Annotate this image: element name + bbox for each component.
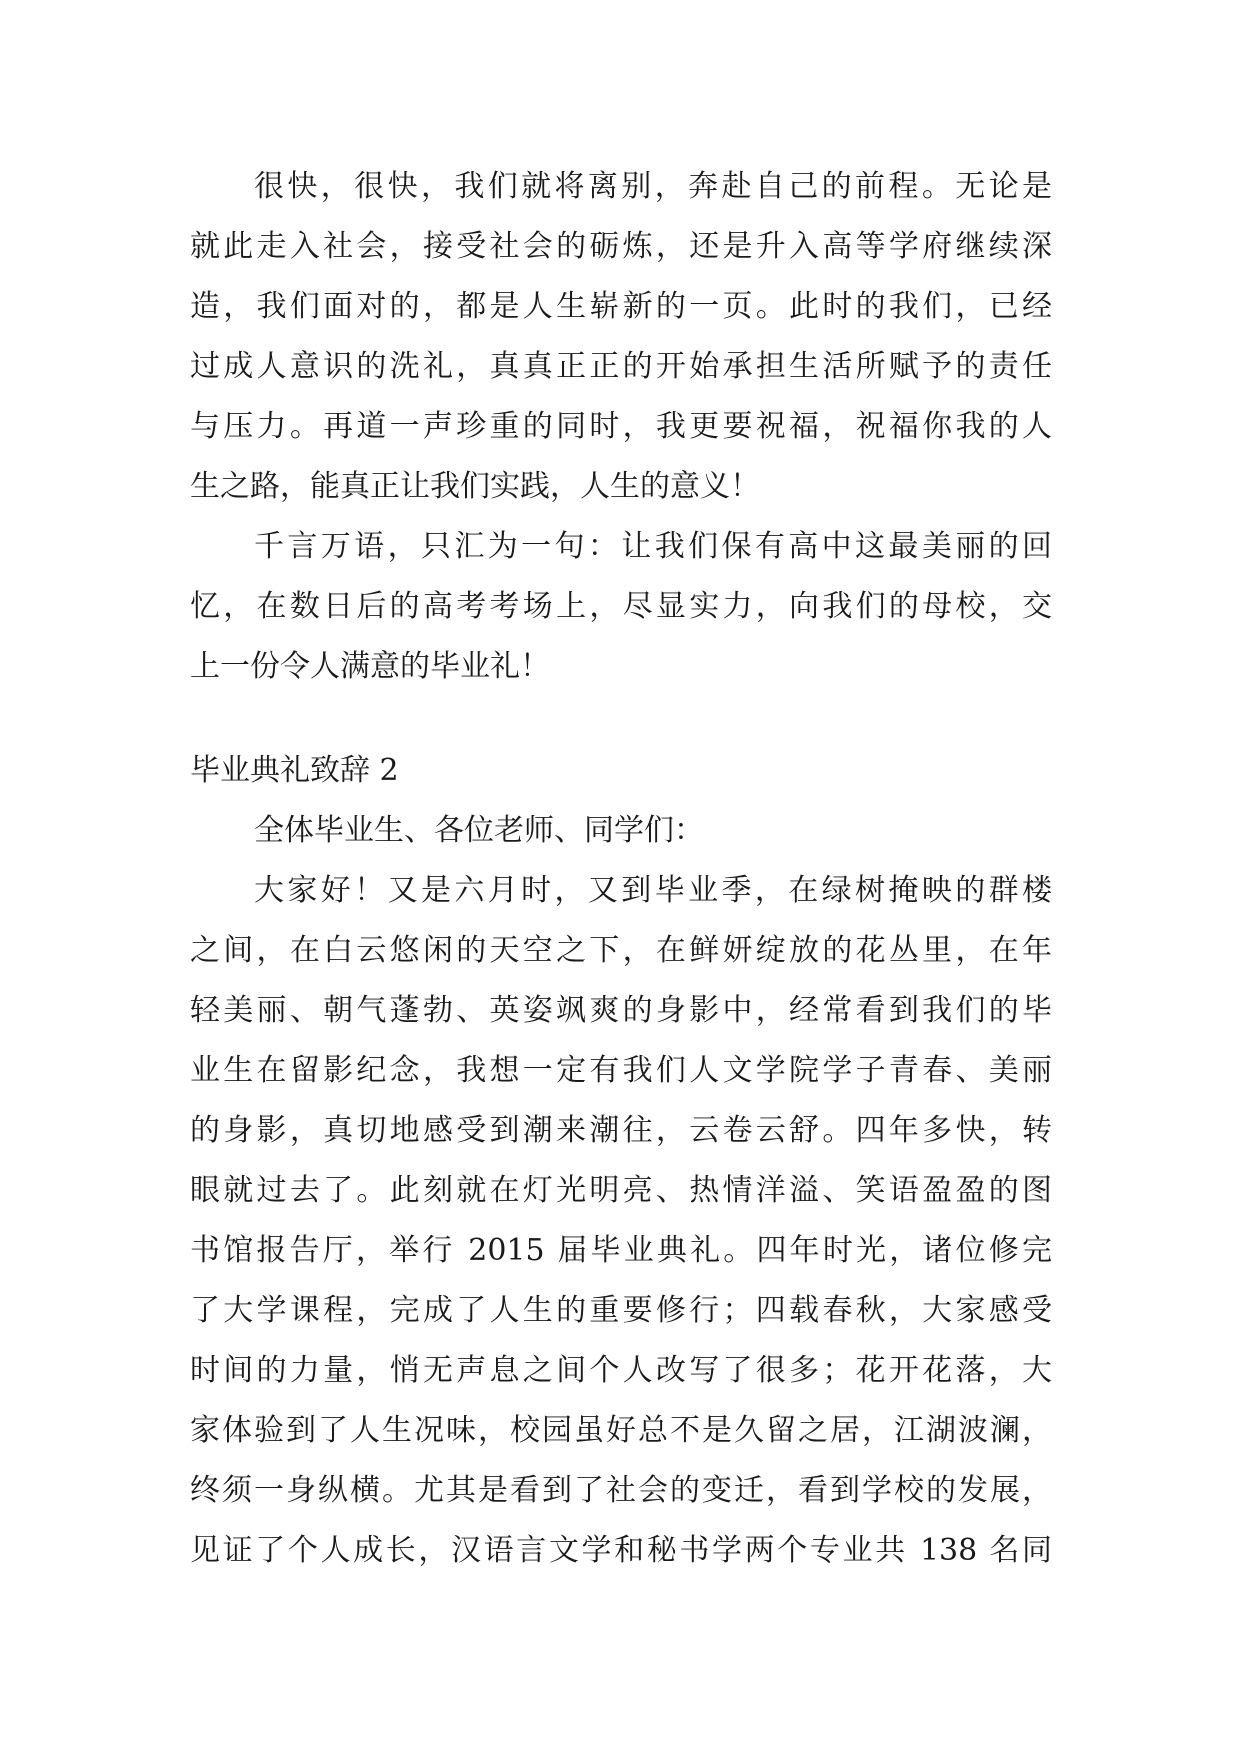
- paragraph-line: 了大学课程，完成了人生的重要修行；四载春秋，大家感受: [190, 1293, 1052, 1328]
- paragraph-line: 的身影，真切地感受到潮来潮往，云卷云舒。四年多快，转: [190, 1113, 1052, 1148]
- paragraph-line: 造，我们面对的，都是人生崭新的一页。此时的我们，已经: [190, 289, 1052, 324]
- paragraph-line: 家体验到了人生况味，校园虽好总不是久留之居，江湖波澜，: [190, 1413, 1052, 1448]
- paragraph-line: 与压力。再道一声珍重的同时，我更要祝福，祝福你我的人: [190, 409, 1052, 444]
- paragraph-line: 轻美丽、朝气蓬勃、英姿飒爽的身影中，经常看到我们的毕: [190, 993, 1052, 1028]
- paragraph-line: 就此走入社会，接受社会的砺炼，还是升入高等学府继续深: [190, 229, 1052, 264]
- paragraph-line: 很快，很快，我们就将离别，奔赴自己的前程。无论是: [254, 169, 1052, 204]
- paragraph-line: 终须一身纵横。尤其是看到了社会的变迁，看到学校的发展，: [190, 1473, 1052, 1508]
- paragraph-line: 上一份令人满意的毕业礼！: [190, 649, 550, 684]
- section-heading: 毕业典礼致辞 2: [190, 753, 399, 788]
- paragraph-line: 见证了个人成长，汉语言文学和秘书学两个专业共 138 名同: [190, 1533, 1052, 1568]
- paragraph-line: 业生在留影纪念，我想一定有我们人文学院学子青春、美丽: [190, 1053, 1052, 1088]
- paragraph-line: 眼就过去了。此刻就在灯光明亮、热情洋溢、笑语盈盈的图: [190, 1173, 1052, 1208]
- paragraph-line: 书馆报告厅，举行 2015 届毕业典礼。四年时光，诸位修完: [190, 1233, 1052, 1268]
- paragraph-line: 生之路，能真正让我们实践，人生的意义！: [190, 469, 760, 504]
- paragraph-line: 时间的力量，悄无声息之间个人改写了很多；花开花落，大: [190, 1353, 1052, 1388]
- paragraph-line: 忆，在数日后的高考考场上，尽显实力，向我们的母校，交: [190, 589, 1052, 624]
- paragraph-line: 千言万语，只汇为一句：让我们保有高中这最美丽的回: [254, 529, 1052, 564]
- paragraph-line: 大家好！又是六月时，又到毕业季，在绿树掩映的群楼: [254, 873, 1052, 908]
- paragraph-line: 之间，在白云悠闲的天空之下，在鲜妍绽放的花丛里，在年: [190, 933, 1052, 968]
- paragraph-line: 过成人意识的洗礼，真真正正的开始承担生活所赋予的责任: [190, 349, 1052, 384]
- salutation: 全体毕业生、各位老师、同学们：: [254, 813, 704, 848]
